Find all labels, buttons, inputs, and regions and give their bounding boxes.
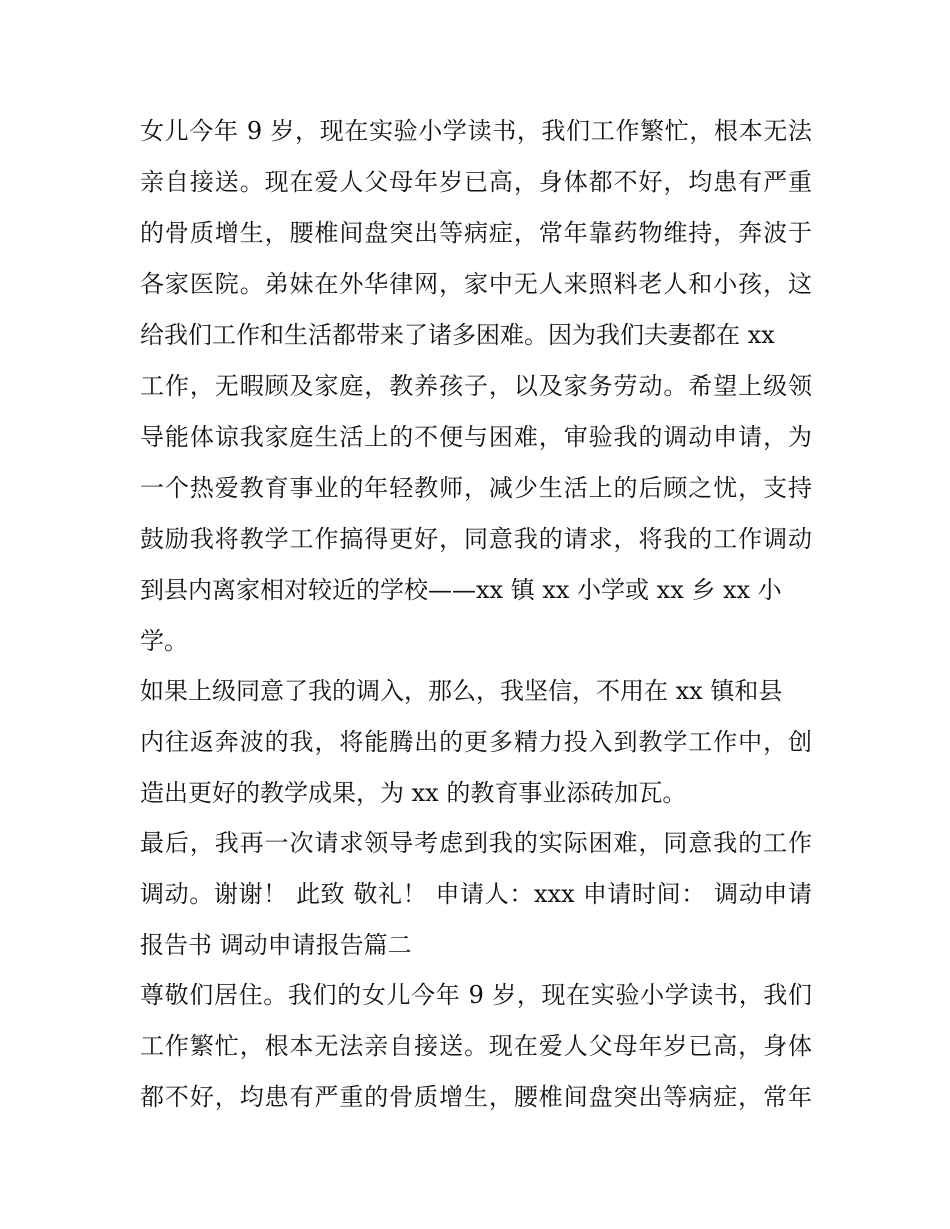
text-line: 尊敬们居住。我们的女儿今年 9 岁，现在实验小学读书，我们 (140, 981, 812, 1009)
text-line: 鼓励我将教学工作搞得更好，同意我的请求，将我的工作调动 (140, 525, 812, 553)
text-line: 一个热爱教育事业的年轻教师，减少生活上的后顾之忧，支持 (140, 474, 812, 502)
paragraph-4 (140, 970, 812, 1123)
text-line: 各家医院。弟妹在外华律网，家中无人来照料老人和小孩，这 (140, 270, 812, 298)
text-line: 给我们工作和生活都带来了诸多困难。因为我们夫妻都在 xx (140, 321, 775, 349)
paragraph-1 (140, 106, 812, 666)
text-line: 学。 (140, 627, 188, 655)
text-line: 工作繁忙，根本无法亲自接送。现在爱人父母年岁已高，身体 (140, 1032, 812, 1060)
document-body (140, 106, 812, 1123)
text-line: 最后，我再一次请求领导考虑到我的实际困难，同意我的工作 (140, 829, 812, 857)
text-line: 工作，无暇顾及家庭，教养孩子，以及家务劳动。希望上级领 (140, 372, 812, 400)
text-line: 导能体谅我家庭生活上的不便与困难，审验我的调动申请，为 (140, 423, 812, 451)
text-line: 女儿今年 9 岁，现在实验小学读书，我们工作繁忙，根本无法 (140, 117, 812, 145)
paragraph-3 (140, 818, 812, 970)
text-line: 造出更好的教学成果，为 xx 的教育事业添砖加瓦。 (140, 779, 687, 807)
text-line: 都不好，均患有严重的骨质增生，腰椎间盘突出等病症，常年 (140, 1083, 812, 1111)
text-line: 报告书 调动申请报告篇二 (140, 931, 412, 959)
text-line: 的骨质增生，腰椎间盘突出等病症，常年靠药物维持，奔波于 (140, 219, 812, 247)
text-line: 亲自接送。现在爱人父母年岁已高，身体都不好，均患有严重 (140, 168, 812, 196)
paragraph-2 (140, 666, 812, 818)
text-line: 内往返奔波的我，将能腾出的更多精力投入到教学工作中，创 (140, 728, 812, 756)
text-line: 调动。谢谢！ 此致 敬礼！ 申请人：xxx 申请时间： 调动申请 (140, 880, 812, 908)
text-line: 到县内离家相对较近的学校——xx 镇 xx 小学或 xx 乡 xx 小 (140, 576, 782, 604)
text-line: 如果上级同意了我的调入，那么，我坚信，不用在 xx 镇和县 (140, 677, 783, 705)
